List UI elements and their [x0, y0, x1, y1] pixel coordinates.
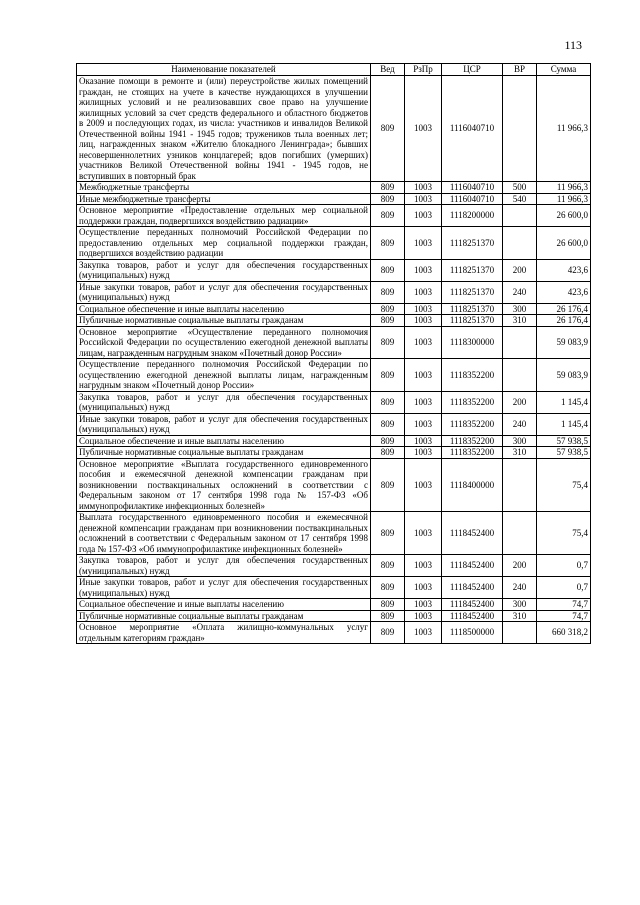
cell-name: Иные закупки товаров, работ и услуг для обеспечения государственных (муниципальных) нужд: [77, 413, 371, 435]
cell-rzpr: 1003: [405, 555, 442, 577]
table-row: [77, 555, 591, 577]
table-row: [77, 182, 591, 194]
header-ved: Вед: [371, 64, 405, 76]
cell-name: Иные межбюджетные трансферты: [77, 193, 371, 205]
cell-sum: 1 145,4: [537, 413, 591, 435]
cell-name: Закупка товаров, работ и услуг для обеспечения государственных (муниципальных) нужд: [77, 555, 371, 577]
cell-csr: 1118452400: [442, 512, 503, 555]
cell-csr: 1118352200: [442, 413, 503, 435]
cell-name: Осуществление переданных полномочий Российской Федерации по предоставлению отдельных мер социальной поддержки граждан, подвергшихся воздействию радиации: [77, 227, 371, 260]
cell-ved: 809: [371, 458, 405, 512]
header-vr: ВР: [503, 64, 537, 76]
cell-csr: 1118352200: [442, 435, 503, 447]
cell-sum: 59 083,9: [537, 359, 591, 392]
cell-vr: 240: [503, 281, 537, 303]
cell-csr: 1118452400: [442, 577, 503, 599]
cell-rzpr: 1003: [405, 303, 442, 315]
cell-csr: 1118251370: [442, 259, 503, 281]
cell-rzpr: 1003: [405, 326, 442, 359]
cell-rzpr: 1003: [405, 458, 442, 512]
cell-rzpr: 1003: [405, 359, 442, 392]
cell-rzpr: 1003: [405, 193, 442, 205]
cell-sum: 75,4: [537, 512, 591, 555]
cell-vr: 310: [503, 315, 537, 327]
cell-sum: 57 938,5: [537, 447, 591, 459]
cell-sum: 75,4: [537, 458, 591, 512]
cell-ved: 809: [371, 599, 405, 611]
cell-csr: 1116040710: [442, 76, 503, 182]
table-row: [77, 193, 591, 205]
cell-vr: [503, 227, 537, 260]
cell-sum: 11 966,3: [537, 182, 591, 194]
cell-vr: [503, 512, 537, 555]
table-row: [77, 281, 591, 303]
cell-name: Выплата государственного единовременного пособия и ежемесячной денежной компенсации гражданам при возникновении поствакцинальных осложнений в соответствии с Федеральным законом от 17 сентября 1998 года № 157-ФЗ «Об иммунопрофилактике инфекционных болезней»: [77, 512, 371, 555]
cell-sum: 0,7: [537, 577, 591, 599]
cell-csr: 1118251370: [442, 315, 503, 327]
cell-vr: 200: [503, 555, 537, 577]
table-row: [77, 610, 591, 622]
cell-csr: 1118352200: [442, 359, 503, 392]
header-csr: ЦСР: [442, 64, 503, 76]
cell-sum: 74,7: [537, 599, 591, 611]
table-row: [77, 391, 591, 413]
table-row: [77, 447, 591, 459]
cell-ved: 809: [371, 182, 405, 194]
cell-vr: 310: [503, 610, 537, 622]
table-row: [77, 413, 591, 435]
cell-ved: 809: [371, 555, 405, 577]
table-row: [77, 622, 591, 644]
cell-vr: 310: [503, 447, 537, 459]
cell-csr: 1118251370: [442, 281, 503, 303]
cell-ved: 809: [371, 359, 405, 392]
cell-name: Иные закупки товаров, работ и услуг для обеспечения государственных (муниципальных) нужд: [77, 577, 371, 599]
cell-sum: 1 145,4: [537, 391, 591, 413]
cell-vr: 200: [503, 391, 537, 413]
cell-csr: 1118500000: [442, 622, 503, 644]
cell-sum: 423,6: [537, 281, 591, 303]
cell-sum: 11 966,3: [537, 76, 591, 182]
cell-name: Социальное обеспечение и иные выплаты населению: [77, 599, 371, 611]
cell-sum: 660 318,2: [537, 622, 591, 644]
cell-csr: 1116040710: [442, 193, 503, 205]
cell-ved: 809: [371, 413, 405, 435]
cell-csr: 1118452400: [442, 610, 503, 622]
cell-rzpr: 1003: [405, 599, 442, 611]
cell-ved: 809: [371, 512, 405, 555]
cell-vr: 240: [503, 413, 537, 435]
cell-name: Основное мероприятие «Выплата государственного единовременного пособия и ежемесячной денежной компенсации гражданам при возникновении поствакцинальных осложнений в соответствии с Федеральным законом от 17 сентября 1998 года № 157-ФЗ «Об иммунопрофилактике инфекционных болезней»: [77, 458, 371, 512]
cell-vr: 300: [503, 303, 537, 315]
table-row: [77, 577, 591, 599]
cell-rzpr: 1003: [405, 281, 442, 303]
table-row: [77, 458, 591, 512]
cell-ved: 809: [371, 76, 405, 182]
cell-vr: 300: [503, 599, 537, 611]
cell-vr: 500: [503, 182, 537, 194]
cell-vr: [503, 359, 537, 392]
cell-sum: 26 176,4: [537, 303, 591, 315]
cell-vr: 540: [503, 193, 537, 205]
cell-rzpr: 1003: [405, 76, 442, 182]
cell-sum: 59 083,9: [537, 326, 591, 359]
cell-csr: 1118452400: [442, 555, 503, 577]
cell-csr: 1116040710: [442, 182, 503, 194]
header-sum: Сумма: [537, 64, 591, 76]
page-number: 113: [564, 38, 582, 52]
cell-sum: 26 600,0: [537, 227, 591, 260]
cell-ved: 809: [371, 577, 405, 599]
cell-name: Публичные нормативные социальные выплаты гражданам: [77, 315, 371, 327]
cell-rzpr: 1003: [405, 391, 442, 413]
cell-ved: 809: [371, 610, 405, 622]
cell-ved: 809: [371, 447, 405, 459]
cell-ved: 809: [371, 326, 405, 359]
table-row: [77, 205, 591, 227]
cell-sum: 26 176,4: [537, 315, 591, 327]
cell-ved: 809: [371, 435, 405, 447]
cell-ved: 809: [371, 193, 405, 205]
cell-rzpr: 1003: [405, 447, 442, 459]
cell-name: Осуществление переданного полномочия Российской Федерации по осуществлению ежегодной денежной выплаты лицам, награжденным нагрудным знаком «Почетный донор России»: [77, 359, 371, 392]
cell-sum: 26 600,0: [537, 205, 591, 227]
cell-rzpr: 1003: [405, 577, 442, 599]
cell-sum: 74,7: [537, 610, 591, 622]
cell-rzpr: 1003: [405, 435, 442, 447]
cell-csr: 1118400000: [442, 458, 503, 512]
cell-rzpr: 1003: [405, 512, 442, 555]
cell-vr: [503, 205, 537, 227]
cell-ved: 809: [371, 303, 405, 315]
cell-rzpr: 1003: [405, 205, 442, 227]
cell-vr: [503, 458, 537, 512]
cell-csr: 1118452400: [442, 599, 503, 611]
table-row: [77, 326, 591, 359]
cell-name: Закупка товаров, работ и услуг для обеспечения государственных (муниципальных) нужд: [77, 259, 371, 281]
table-row: [77, 435, 591, 447]
table-row: [77, 259, 591, 281]
cell-sum: 57 938,5: [537, 435, 591, 447]
cell-sum: 423,6: [537, 259, 591, 281]
table-row: [77, 512, 591, 555]
cell-name: Основное мероприятие «Оплата жилищно-коммунальных услуг отдельным категориям граждан»: [77, 622, 371, 644]
cell-vr: [503, 76, 537, 182]
cell-ved: 809: [371, 259, 405, 281]
header-rzpr: РзПр: [405, 64, 442, 76]
cell-name: Закупка товаров, работ и услуг для обеспечения государственных (муниципальных) нужд: [77, 391, 371, 413]
cell-name: Социальное обеспечение и иные выплаты населению: [77, 303, 371, 315]
header-name: Наименование показателей: [77, 64, 371, 76]
cell-ved: 809: [371, 227, 405, 260]
cell-csr: 1118352200: [442, 391, 503, 413]
cell-vr: 240: [503, 577, 537, 599]
cell-vr: 200: [503, 259, 537, 281]
cell-name: Основное мероприятие «Предоставление отдельных мер социальной поддержки граждан, подвергшихся воздействию радиации»: [77, 205, 371, 227]
budget-table: [76, 63, 591, 644]
cell-rzpr: 1003: [405, 622, 442, 644]
cell-name: Оказание помощи в ремонте и (или) переустройстве жилых помещений граждан, не стоящих на учете в качестве нуждающихся в улучшении жилищных условий и не реализовавших свое право на улучшение жилищных условий за счет средств федерального и областного бюджетов в 2009 и последующих годах, из числа: участников и инвалидов Великой Отечественной войны 1941 - 1945 годов; тружеников тыла военных лет; лиц, награжденных знаком «Жителю блокадного Ленинграда»; бывших несовершеннолетних узников концлагерей; вдов погибших (умерших) участников Великой Отечественной войны 1941 - 1945 годов, не вступивших в повторный брак: [77, 76, 371, 182]
cell-name: Иные закупки товаров, работ и услуг для обеспечения государственных (муниципальных) нужд: [77, 281, 371, 303]
table-row: [77, 315, 591, 327]
cell-ved: 809: [371, 205, 405, 227]
table-row: [77, 359, 591, 392]
cell-csr: 1118200000: [442, 205, 503, 227]
cell-vr: 300: [503, 435, 537, 447]
table-row: [77, 303, 591, 315]
cell-rzpr: 1003: [405, 259, 442, 281]
cell-name: Публичные нормативные социальные выплаты гражданам: [77, 610, 371, 622]
cell-ved: 809: [371, 391, 405, 413]
table-row: [77, 227, 591, 260]
cell-name: Основное мероприятие «Осуществление переданного полномочия Российской Федерации по осуществлению ежегодной денежной выплаты лицам, награжденным нагрудным знаком «Почетный донор России»: [77, 326, 371, 359]
cell-ved: 809: [371, 622, 405, 644]
cell-csr: 1118251370: [442, 227, 503, 260]
table-row: [77, 599, 591, 611]
cell-rzpr: 1003: [405, 227, 442, 260]
cell-ved: 809: [371, 315, 405, 327]
cell-name: Межбюджетные трансферты: [77, 182, 371, 194]
table-row: [77, 76, 591, 182]
cell-sum: 11 966,3: [537, 193, 591, 205]
cell-vr: [503, 326, 537, 359]
table-header-row: [77, 64, 591, 76]
cell-rzpr: 1003: [405, 315, 442, 327]
cell-csr: 1118352200: [442, 447, 503, 459]
cell-rzpr: 1003: [405, 182, 442, 194]
cell-name: Публичные нормативные социальные выплаты гражданам: [77, 447, 371, 459]
cell-ved: 809: [371, 281, 405, 303]
cell-vr: [503, 622, 537, 644]
cell-name: Социальное обеспечение и иные выплаты населению: [77, 435, 371, 447]
cell-sum: 0,7: [537, 555, 591, 577]
cell-csr: 1118251370: [442, 303, 503, 315]
cell-rzpr: 1003: [405, 610, 442, 622]
cell-csr: 1118300000: [442, 326, 503, 359]
cell-rzpr: 1003: [405, 413, 442, 435]
